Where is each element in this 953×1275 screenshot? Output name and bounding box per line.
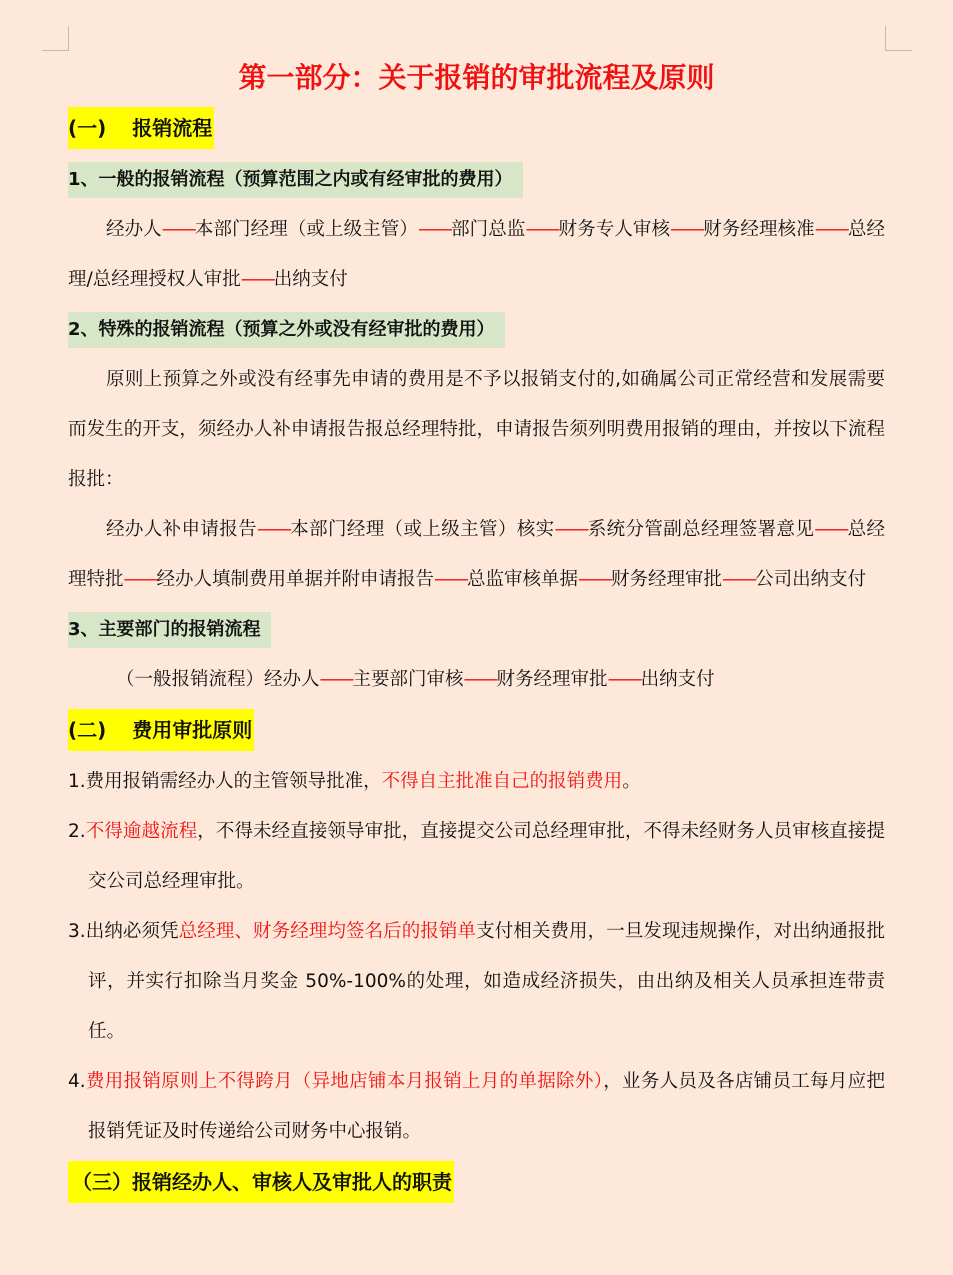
flow-step: 总经理/总经理授权人审批 [68, 219, 885, 290]
flow-arrow-dash: —— [525, 219, 559, 240]
flow-arrow-dash: —— [607, 669, 641, 690]
flow-step: 经办人补申请报告 [106, 519, 257, 540]
flow-arrow-dash: —— [554, 519, 588, 540]
flow-arrow-dash: —— [670, 219, 704, 240]
page-corner-mark-right [885, 26, 912, 51]
general-flow [68, 205, 885, 305]
flow-arrow-dash: —— [123, 569, 157, 590]
flow-step: 出纳支付 [273, 269, 348, 290]
section-3-heading: （三）报销经办人、审核人及审批人的职责 [68, 1161, 454, 1203]
subsection-2-heading: 2、特殊的报销流程（预算之外或没有经审批的费用） [68, 312, 505, 348]
flow-step: 经办人 [264, 669, 320, 690]
flow-step: 经办人 [106, 219, 162, 240]
section-1-heading-line [68, 103, 885, 155]
document-body [68, 53, 885, 1209]
subsection-3-heading: 3、主要部门的报销流程 [68, 612, 271, 648]
item-emphasis: 费用报销原则上不得跨月（异地店铺本月报销上月的单据除外） [85, 1071, 604, 1092]
flow-step: 总监审核单据 [467, 569, 579, 590]
item-emphasis: 不得自主批准自己的报销费用 [381, 771, 623, 792]
section-title: 费用审批原则 [132, 718, 253, 742]
flow-arrow-dash: —— [240, 269, 274, 290]
flow-step: 系统分管副总经理签署意见 [587, 519, 815, 540]
special-flow-paragraph: 原则上预算之外或没有经事先申请的费用是不予以报销支付的,如确属公司正常经营和发展需要而发生的开支，须经办人补申请报告报总经理特批，申请报告须列明费用报销的理由，并按以下流程报批： [68, 369, 885, 490]
section-title: 报销流程 [132, 116, 213, 140]
flow-step: 出纳支付 [640, 669, 715, 690]
flow-arrow-dash: —— [722, 569, 756, 590]
principle-item [68, 807, 885, 907]
item-number: 4. [68, 1071, 86, 1092]
page-corner-mark-left [42, 26, 69, 51]
flow-arrow-dash: —— [319, 669, 353, 690]
flow-arrow-dash: —— [814, 219, 848, 240]
flow-step: 主要部门审核 [352, 669, 464, 690]
item-text: 。 [622, 771, 641, 792]
flow-step: 财务经理核准 [703, 219, 815, 240]
item-number: 1. [68, 771, 86, 792]
principle-item [68, 1057, 885, 1157]
flow-step: 总经理特批 [68, 519, 885, 590]
page-title: 第一部分：关于报销的审批流程及原则 [238, 61, 715, 94]
flow-step: 经办人填制费用单据并附申请报告 [156, 569, 435, 590]
section-2-heading [68, 709, 254, 751]
flow-arrow-dash: —— [434, 569, 468, 590]
item-text: ，业务人员及各店铺员工每月应把报销凭证及时传递给公司财务中心报销。 [88, 1071, 885, 1142]
flow-arrow-dash: —— [814, 519, 848, 540]
section-2-heading-line [68, 705, 885, 757]
flow-step: 本部门经理（或上级主管）核实 [289, 519, 555, 540]
main-department-flow [68, 655, 885, 705]
principle-item [68, 757, 885, 807]
flow-step: 部门总监 [450, 219, 526, 240]
item-text: 出纳必须凭 [85, 921, 179, 942]
flow-prefix: （一般报销流程） [116, 669, 265, 690]
flow-step: 财务专人审核 [558, 219, 671, 240]
flow-arrow-dash: —— [463, 669, 497, 690]
item-text: 支付相关费用，一旦发现违规操作，对出纳通报批评，并实行扣除当月奖金 50%-100%的处理，如造成经济损失，由出纳及相关人员承担连带责任。 [88, 921, 885, 1042]
flow-step: 本部门经理（或上级主管） [194, 219, 418, 240]
section-number: (一) [68, 116, 107, 140]
flow-arrow-dash: —— [578, 569, 612, 590]
main-department-steps [264, 669, 715, 690]
principle-item [68, 907, 885, 1057]
section-1-heading [68, 107, 214, 149]
flow-arrow-dash: —— [161, 219, 195, 240]
section-number: (二) [68, 718, 107, 742]
subsection-1-heading: 1、一般的报销流程（预算范围之内或有经审批的费用） [68, 162, 523, 198]
flow-arrow-dash: —— [417, 219, 451, 240]
item-emphasis: 不得逾越流程 [85, 821, 198, 842]
flow-step: 财务经理审批 [496, 669, 608, 690]
principle-list [68, 757, 885, 1157]
item-number: 3. [68, 921, 86, 942]
item-emphasis: 总经理、财务经理均签名后的报销单 [178, 921, 477, 942]
item-number: 2. [68, 821, 86, 842]
flow-arrow-dash: —— [256, 519, 290, 540]
special-flow [68, 505, 885, 605]
flow-step: 公司出纳支付 [755, 569, 867, 590]
item-text: 费用报销需经办人的主管领导批准， [85, 771, 382, 792]
flow-step: 财务经理审批 [611, 569, 723, 590]
item-text: ，不得未经直接领导审批，直接提交公司总经理审批，不得未经财务人员审核直接提交公司总经理审批。 [88, 821, 885, 892]
